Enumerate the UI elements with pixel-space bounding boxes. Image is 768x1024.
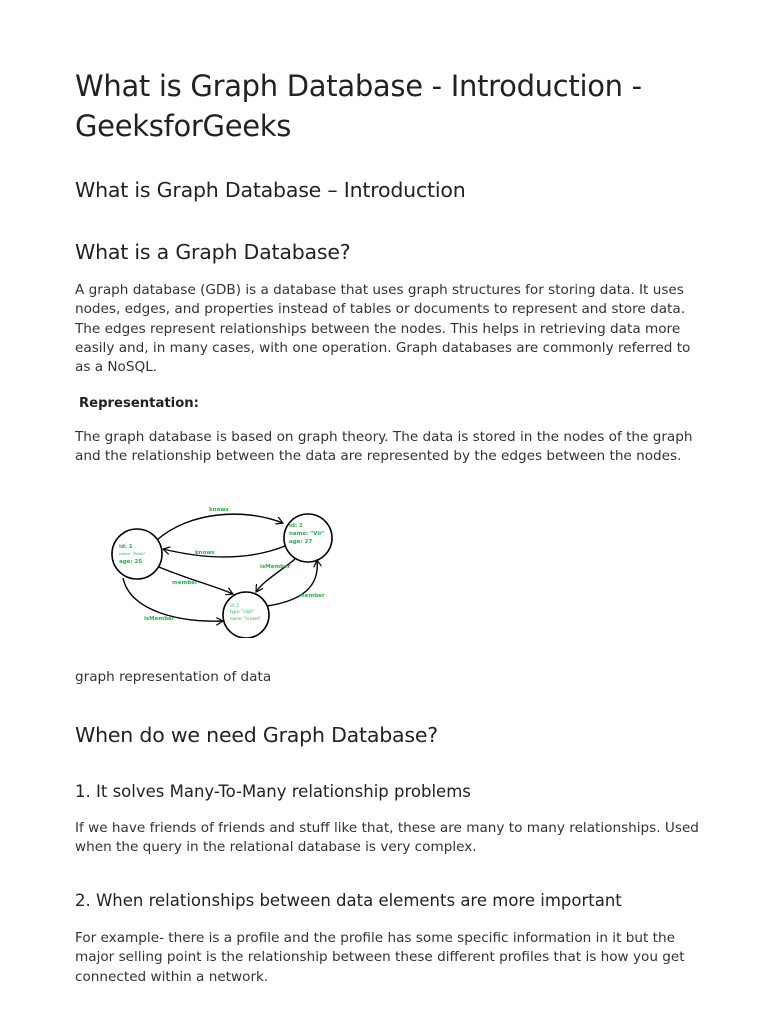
node2-id: id: 2: [289, 523, 303, 529]
node3-type: type: "club": [230, 609, 254, 614]
representation-paragraph: The graph database is based on graph theory. The data is stored in the nodes of the graph and the relationship between the data are represented by the edges between the nodes.: [75, 429, 693, 465]
point1-heading: 1. It solves Many-To-Many relationship problems: [75, 782, 471, 801]
node-person-2: [284, 514, 332, 562]
node1-age: age: 25: [119, 559, 143, 565]
edge-label-member-right: member: [299, 593, 325, 599]
edge-knows-top: [157, 514, 283, 540]
point2-heading: 2. When relationships between data elements are more important: [75, 891, 622, 910]
node2-age: age: 27: [289, 539, 313, 545]
section-heading-what-is: What is a Graph Database?: [75, 240, 351, 264]
edge-label-knows-mid: knows: [195, 550, 215, 556]
edge-label-ismember-right: isMember: [260, 564, 291, 570]
section-heading-when: When do we need Graph Database?: [75, 723, 438, 747]
edge-label-knows-top: knows: [209, 507, 229, 513]
graph-diagram: [105, 496, 375, 638]
point1-paragraph: If we have friends of friends and stuff like that, these are many to many relationships. Used when the query in the relational database is very complex.: [75, 820, 699, 856]
node-club: [223, 592, 269, 638]
node3-id: id: 3: [230, 603, 239, 608]
edge-knows-mid: [163, 546, 285, 557]
intro-paragraph: A graph database (GDB) is a database that uses graph structures for storing data. It uses nodes, edges, and properties instead of tables or documents to represent and store data. The edges represent relationships between the nodes. This helps in retrieving data more easily and, in many cases, with one operation. Graph databases are commonly referred to as a NoSQL.: [75, 282, 691, 376]
page-title: What is Graph Database - Introduction - GeeksforGeeks: [75, 69, 642, 143]
edge-label-ismember-left: isMember: [144, 616, 175, 622]
point2-paragraph: For example- there is a profile and the profile has some specific information in it but the major selling point is the relationship between these different profiles that is how you get connected within a network.: [75, 930, 685, 985]
node3-name: name: "cricket": [230, 616, 261, 621]
representation-label: Representation:: [79, 396, 199, 411]
edge-label-member-left: member: [172, 580, 198, 586]
node1-id: id: 1: [119, 544, 133, 550]
graph-diagram-svg: [105, 496, 375, 638]
article-subtitle: What is Graph Database – Introduction: [75, 178, 466, 202]
node2-name: name: "Vir": [289, 531, 325, 537]
figure-caption: graph representation of data: [75, 669, 272, 685]
node1-name: name: "Rohit": [119, 551, 146, 556]
